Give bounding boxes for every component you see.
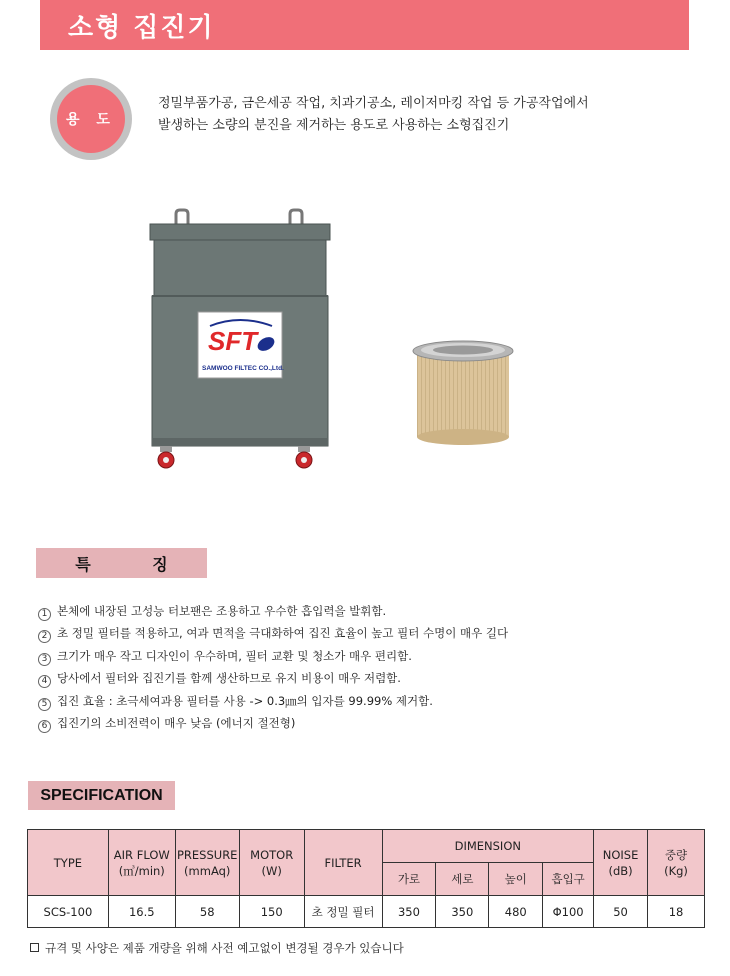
cell-motor: 150 <box>239 896 304 928</box>
col-height: 높이 <box>489 863 543 896</box>
col-dimension: DIMENSION <box>382 830 594 863</box>
col-noise: NOISE (dB) <box>594 830 648 896</box>
cell-height: 480 <box>489 896 543 928</box>
item-number: 3 <box>38 653 51 666</box>
cell-width: 350 <box>382 896 436 928</box>
features-header <box>36 548 207 578</box>
list-item: 3 크기가 매우 작고 디자인이 우수하며, 필터 교환 및 청소가 매우 편리함. <box>38 645 698 667</box>
usage-line-1: 정밀부품가공, 금은세공 작업, 치과기공소, 레이저마킹 작업 등 가공작업에서 <box>158 96 589 111</box>
cell-pressure: 58 <box>175 896 239 928</box>
col-depth: 세로 <box>436 863 489 896</box>
item-number: 2 <box>38 630 51 643</box>
cell-type: SCS-100 <box>28 896 109 928</box>
col-filter: FILTER <box>304 830 382 896</box>
cell-filter: 초 정밀 필터 <box>304 896 382 928</box>
feature-list <box>38 600 698 734</box>
col-type: TYPE <box>28 830 109 896</box>
note-text: 규격 및 사양은 제품 개량을 위해 사전 예고없이 변경될 경우가 있습니다 <box>45 941 404 955</box>
filter-cartridge-image <box>405 335 520 450</box>
usage-line-2: 발생하는 소량의 분진을 제거하는 용도로 사용하는 소형집진기 <box>158 118 510 133</box>
list-item: 6 집진기의 소비전력이 매우 낮음 (에너지 절전형) <box>38 712 698 734</box>
cell-airflow: 16.5 <box>108 896 175 928</box>
cell-noise: 50 <box>594 896 648 928</box>
col-width: 가로 <box>382 863 436 896</box>
checkbox-square-icon <box>30 943 39 952</box>
item-number: 4 <box>38 675 51 688</box>
spec-table <box>27 829 705 928</box>
title-bar <box>40 0 689 50</box>
spec-title: SPECIFICATION <box>40 786 163 804</box>
list-item: 2 초 정밀 필터를 적용하고, 여과 면적을 극대화하여 집진 효율이 높고 필터 수명이 매우 길다 <box>38 622 698 644</box>
sft-logo-icon: SFT <box>208 326 258 356</box>
list-item: 5 집진 효율 : 초극세여과용 필터를 사용 -> 0.3㎛의 입자를 99.99% 제거함. <box>38 690 698 712</box>
dust-collector-image <box>140 204 340 484</box>
col-weight: 중량 (Kg) <box>648 830 705 896</box>
usage-badge <box>50 78 132 160</box>
table-row <box>28 896 705 928</box>
item-number: 6 <box>38 720 51 733</box>
svg-text:SAMWOO FILTEC CO.,Ltd.: SAMWOO FILTEC CO.,Ltd. <box>202 365 284 372</box>
spec-header <box>28 781 175 810</box>
col-inlet: 흡입구 <box>543 863 594 896</box>
spec-note <box>30 940 404 956</box>
col-airflow: AIR FLOW (㎥/min) <box>108 830 175 896</box>
cell-depth: 350 <box>436 896 489 928</box>
cell-inlet: Φ100 <box>543 896 594 928</box>
features-title: 특 징 <box>75 554 196 574</box>
col-motor: MOTOR (W) <box>239 830 304 896</box>
item-number: 1 <box>38 608 51 621</box>
usage-description <box>158 93 698 137</box>
col-pressure: PRESSURE (mmAq) <box>175 830 239 896</box>
list-item: 1 본체에 내장된 고성능 터보팬은 조용하고 우수한 흡입력을 발휘함. <box>38 600 698 622</box>
list-item: 4 당사에서 필터와 집진기를 함께 생산하므로 유지 비용이 매우 저렴함. <box>38 667 698 689</box>
item-number: 5 <box>38 698 51 711</box>
usage-badge-label: 용 도 <box>57 85 125 153</box>
cell-weight: 18 <box>648 896 705 928</box>
page-title: 소형 집진기 <box>68 12 215 43</box>
